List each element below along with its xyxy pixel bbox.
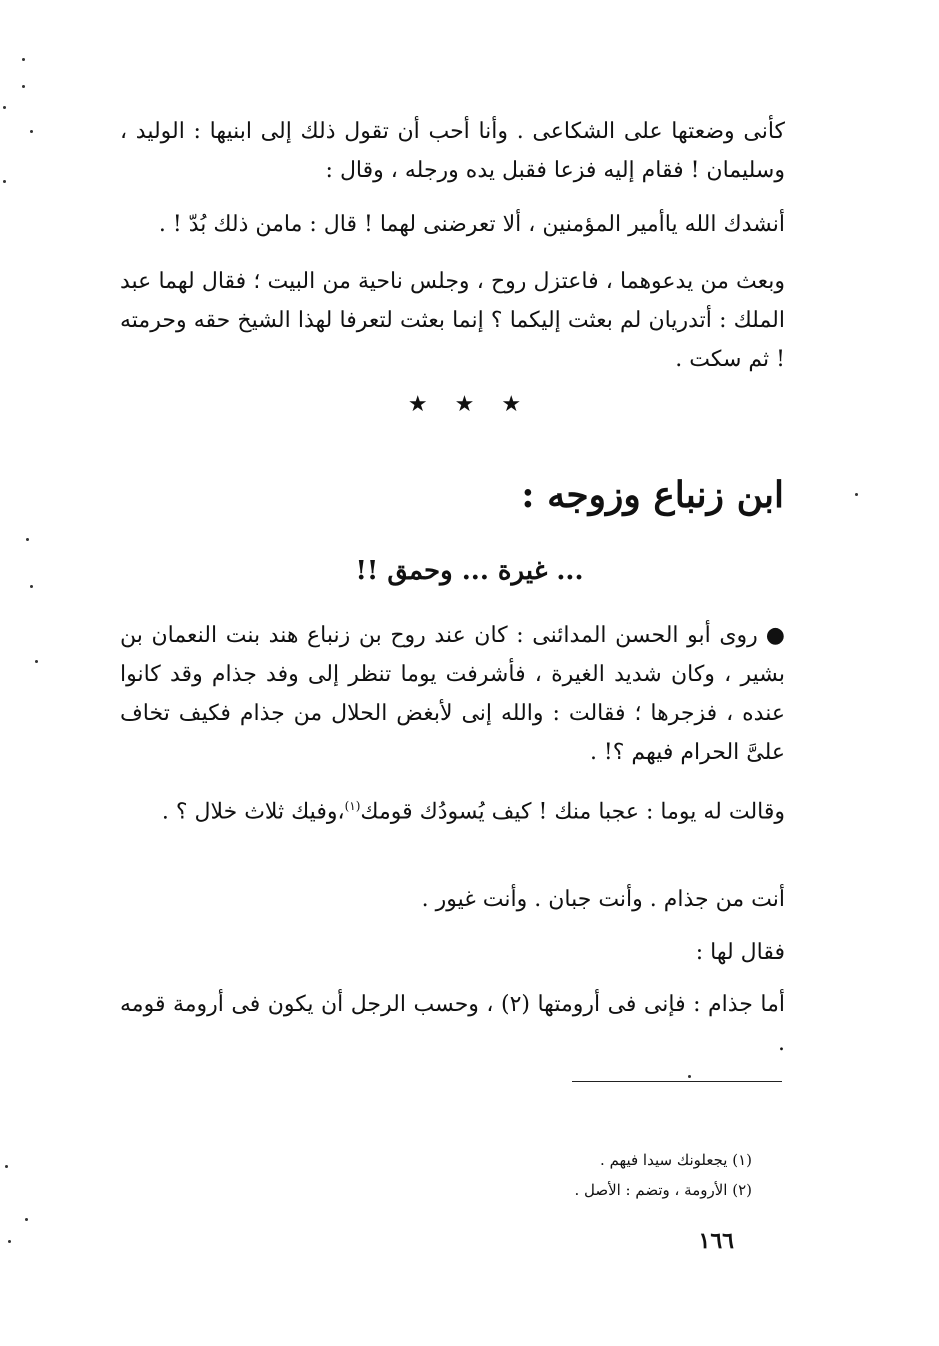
scan-speck bbox=[8, 1240, 11, 1243]
scan-speck bbox=[35, 660, 38, 663]
scan-speck bbox=[30, 585, 33, 588]
body-paragraph-1-text: روى أبو الحسن المدائنى : كان عند روح بن زنباع هند بنت النعمان بن بشير ، وكان شديد الغيرة ، فأشرفت يوما تنظر إلى وفد جذام وقد كانوا عنده ، فزجرها ؛ فقالت : والله إنى لأبغض الحلال من جذام فكيف تخاف علىَّ الحرام فيهم ؟! . bbox=[120, 623, 785, 765]
scan-speck bbox=[688, 1075, 691, 1078]
body-paragraph-4: فقال لها : bbox=[695, 940, 785, 965]
scan-speck bbox=[22, 58, 25, 61]
scan-speck bbox=[3, 180, 6, 183]
scan-speck bbox=[3, 106, 6, 109]
scan-speck bbox=[26, 538, 29, 541]
scan-speck bbox=[5, 1165, 8, 1168]
intro-paragraph-3: وبعث من يدعوهما ، فاعتزل روح ، وجلس ناحية من البيت ؛ فقال لهما عبد الملك : أتدريان لم بعثت إليكما ؟ إنما بعثت لتعرفا لهذا الشيخ حقه وحرمته ! ثم سكت . bbox=[120, 269, 785, 372]
scan-speck bbox=[30, 130, 33, 133]
footnote-reference-1: (١) bbox=[344, 799, 361, 813]
intro-paragraph-2: أنشدك الله ياأمير المؤمنين ، ألا تعرضنى لهما ! قال : مامن ذلك بُدّ ! . bbox=[158, 212, 785, 237]
body-paragraph-1 bbox=[120, 616, 785, 772]
body-paragraph-5: أما جذام : فإنى فى أرومتها (٢) ، وحسب الرجل أن يكون فى أرومة قومه . bbox=[120, 992, 785, 1056]
section-divider-stars: ★ ★ ★ bbox=[407, 392, 532, 417]
footnote-1: (١) يجعلونك سيدا فيهم . bbox=[600, 1151, 752, 1169]
section-subtitle: ... غيرة ... وحمق !! bbox=[355, 556, 584, 586]
footnote-2: (٢) الأرومة ، وتضم : الأصل . bbox=[574, 1181, 752, 1199]
body-paragraph-3: أنت من جذام . وأنت جبان . وأنت غيور . bbox=[421, 887, 785, 912]
scan-speck bbox=[855, 493, 858, 496]
scan-speck bbox=[25, 1218, 28, 1221]
footnote-separator bbox=[572, 1081, 782, 1082]
intro-paragraph-1: كأنى وضعتها على الشكاعى . وأنا أحب أن تقول ذلك إلى ابنيها : الوليد ، وسليمان ! فقام إليه فزعا فقبل يده ورجله ، وقال : bbox=[120, 119, 785, 183]
body-paragraph-2-start: وقالت له يوما : عجبا منك ! كيف يُسودُك قومك bbox=[360, 799, 785, 825]
section-title: ابن زنباع وزوجه : bbox=[521, 474, 784, 516]
bullet-icon: ● bbox=[765, 623, 785, 648]
page-number: ١٦٦ bbox=[698, 1228, 734, 1254]
scan-speck bbox=[22, 85, 25, 88]
body-paragraph-2 bbox=[120, 787, 785, 831]
body-paragraph-2-end: ،وفيك ثلاث خلال ؟ . bbox=[161, 799, 345, 825]
